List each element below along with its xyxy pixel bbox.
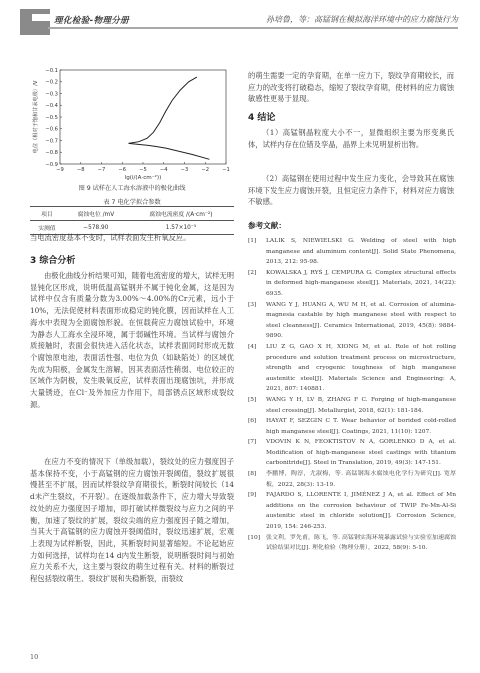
journal-name: 理化检验-物理分册: [54, 16, 130, 26]
y-tick-label: −0.8: [45, 150, 58, 157]
reference-text: LIU Z G, GAO X H, XIONG M, et al. Role of hot rolling procedure and solution treatment process on microstructure, strength and cryogenic toughness of high manganese austenitic steel[J]. Materials Science and Engineering: A, 2021, 807: 140881.: [266, 343, 456, 393]
conclusion-item: （1）高锰钢晶粒度大小不一，显微组织主要为形变奥氏体，试样内存在位错及孪晶，晶界上未见明显析出物。: [248, 128, 454, 149]
reference-item: [248, 268, 456, 300]
x-tick-label: −7: [97, 167, 106, 173]
reference-number: [4]: [248, 343, 257, 350]
reference-number: [1]: [248, 238, 257, 244]
reference-number: [7]: [248, 439, 257, 446]
reference-text: VDOVIN K N, FEOKTISTOV N A, GORLENKO D A, et al. Modification of high-manganese steel castings with titanium carbonitride[J]. Steel in Translation, 2019, 49(3): 147-151.: [266, 439, 456, 467]
plot-frame: [60, 70, 226, 164]
table-cell: 1.57×10⁻⁵: [128, 221, 234, 235]
table-header-row: [30, 207, 234, 221]
table-header-cell: 项目: [30, 207, 64, 221]
y-tick-label: −0.6: [45, 126, 58, 133]
x-tick-label: −2: [201, 167, 210, 173]
y-tick-label: −0.9: [45, 161, 58, 168]
x-tick-label: −6: [118, 167, 127, 173]
journal-logo: [20, 9, 50, 35]
reference-list: [248, 236, 456, 554]
reference-number: [8]: [248, 471, 257, 478]
reference-item: [248, 236, 456, 268]
reference-number: [9]: [248, 492, 257, 499]
reference-text: KOWALSKA J, RYŚ J, CEMPURA G. Complex structural effects in deformed high-manganese steel[J]. Materials, 2021, 14(22): 6935.: [266, 269, 456, 297]
section-heading: 3 综合分析: [30, 256, 76, 266]
y-axis-label: 电位（相对于饱和甘汞电极）/V: [33, 80, 39, 154]
y-tick-label: −0.5: [45, 114, 58, 121]
x-tick-label: −5: [139, 167, 147, 173]
table-header-cell: 腐蚀电流密度 /(A·cm⁻²): [128, 207, 234, 221]
reference-item: [248, 490, 456, 532]
references-heading: 参考文献：: [248, 221, 286, 230]
polarization-curve: [129, 77, 210, 159]
x-tick-label: −8: [76, 167, 85, 173]
y-tick-label: −0.7: [45, 138, 58, 145]
y-tick-label: −0.1: [45, 67, 58, 74]
x-tick-label: −1: [222, 167, 230, 173]
reference-item: [248, 533, 456, 554]
x-tick-label: −4: [159, 167, 168, 173]
x-axis-label: lg(i/(A·cm⁻²)): [124, 175, 162, 181]
table-cell: −578.90: [64, 221, 128, 235]
x-tick-label: −9: [56, 167, 64, 173]
y-tick-label: −0.2: [45, 79, 58, 86]
reference-text: WANG Y J, HUANG A, WU M H, et al. Corrosion of alumina-magnesia castable by high manganese steel with respect to steel cleanness[J]. Ceramics International, 2019, 45(8): 9884-9890.: [266, 301, 456, 340]
reference-text: 李鹏博，陶淳，尤淑梅，等. 高锰钢海水腐蚀电化学行为研究[J]. 宽厚板，2022, 28(3): 13-19.: [266, 471, 456, 488]
x-tick-label: −3: [180, 167, 189, 173]
section-heading: 4 结论: [248, 113, 276, 123]
reference-item: [248, 437, 456, 469]
y-tick-label: −0.4: [45, 103, 58, 110]
reference-item: [248, 342, 456, 395]
reference-number: [3]: [248, 301, 257, 308]
reference-item: [248, 300, 456, 342]
paragraph: 由极化曲线分析结果可知，随着电流密度的增大，试样无明显钝化区形成，说明低温高锰钢并不属于钝化金属，这是因为试样中仅含有质量分数为3.00%～4.00%的Cr元素，远小于10%，无法促使材料表面形成稳定的钝化膜，因而试样在人工海水中表现为全面腐蚀形貌。在恒载荷应力腐蚀试验中，环境为静态人工海水全浸环境，属于弱碱性环境。当试样与腐蚀介质接触时，表面会很快进入活化状态，试样表面同时形成无数个腐蚀原电池，表面活性强、电位为负（如缺陷处）的区域优先成为阳极，金属发生溶解，因其表面活性稍弱、电位较正的区域作为阴极，发生吸氧反应，试样表面出现腐蚀坑，并形成大量锈迹，在Cl⁻及外加应力作用下，局部锈点区域形成裂纹源。: [30, 271, 234, 409]
reference-text: 张文利，罗先甫，陈飞，等. 高锰钢实海环境暴露试验与实验室加速腐蚀试验结果对比[J]. 理化检验（物理分册），2022, 58(9): 5-10.: [266, 534, 456, 552]
table-cell: 实测值: [30, 221, 64, 235]
header-rule: [48, 27, 458, 29]
reference-text: FAJARDO S, LLORENTE I, JIMÉNEZ J A, et al. Effect of Mn additions on the corrosion behaviour of TWIP Fe-Mn-Al-Si austenitic steel in chloride solution[J]. Corrosion Science, 2019, 154: 246-253.: [266, 492, 456, 531]
reference-number: [2]: [248, 269, 257, 276]
reference-number: [5]: [248, 396, 257, 403]
table-header-cell: 腐蚀电位 /mV: [64, 207, 128, 221]
reference-text: LALIK S, NIEWIELSKI G. Welding of steel with high manganese and aluminum content[J]. Solid State Phenomena, 2013, 212: 95-98.: [266, 238, 456, 266]
reference-item: [248, 416, 456, 437]
polarization-curve-chart: [30, 66, 234, 182]
reference-text: WANG Y H, LV B, ZHANG F C. Forging of high-manganese steel crossing[J]. Metallurgist, 2018, 62(1): 181-184.: [266, 396, 456, 414]
paragraph: 当电流密度基本不变时，试样表面发生析氧反应。: [30, 233, 191, 242]
fit-parameter-table: [30, 206, 234, 235]
paragraph: 在应力不变的情况下（单级加载），裂纹处的应力强度因子基本保持不变，小于高锰钢的应力腐蚀开裂阈值，裂纹扩展很慢甚至不扩展，因而试样裂纹孕育期很长，断裂时间较长（14 d未产生裂纹，不开裂）。在逐级加载条件下，应力增大导致裂纹处的应力强度因子增加，即打破试样微裂纹与应力之间的平衡，加速了裂纹的扩展，裂纹尖端的应力强度因子随之增加，当其大于高锰钢的应力腐蚀开裂阈值时，裂纹迅速扩展，宏观上表现为试样断裂，因此，其断裂时间显著缩短。不论起始应力如何选择，试样均在14 d内发生断裂，说明断裂时间与初始应力关系不大，这主要与裂纹的萌生过程有关。材料的断裂过程包括裂纹萌生、裂纹扩展和失稳断裂，而裂纹: [30, 457, 234, 584]
reference-text: HAYAT F, SEZGIN C T. Wear behavior of borided cold-rolled high manganese steel[J]. Coatings, 2021, 11(10): 1207.: [266, 418, 456, 435]
reference-item: [248, 469, 456, 490]
running-title: 孙培鲁，等：高锰钢在模拟海洋环境中的应力腐蚀行为: [266, 15, 458, 24]
table-caption: 表 7 电化学拟合参数: [103, 199, 161, 206]
y-tick-label: −0.3: [45, 91, 58, 98]
figure-caption: 图 9 试样在人工海水溶液中的极化曲线: [78, 185, 186, 192]
reference-item: [248, 395, 456, 416]
reference-number: [6]: [248, 418, 257, 425]
reference-number: [10]: [248, 534, 261, 541]
paragraph: 的萌生需要一定的孕育期，在单一应力下，裂纹孕育期较长，而应力的改变将打破稳态，缩短了裂纹孕育期，使材料的应力腐蚀敏感性更易于显现。: [248, 71, 454, 104]
conclusion-item: （2）高锰钢在使用过程中发生应力变化，会导致其在腐蚀环境下发生应力腐蚀开裂，且恒定应力条件下，材料对应力腐蚀不敏感。: [248, 174, 454, 207]
page-number: 10: [30, 653, 39, 661]
